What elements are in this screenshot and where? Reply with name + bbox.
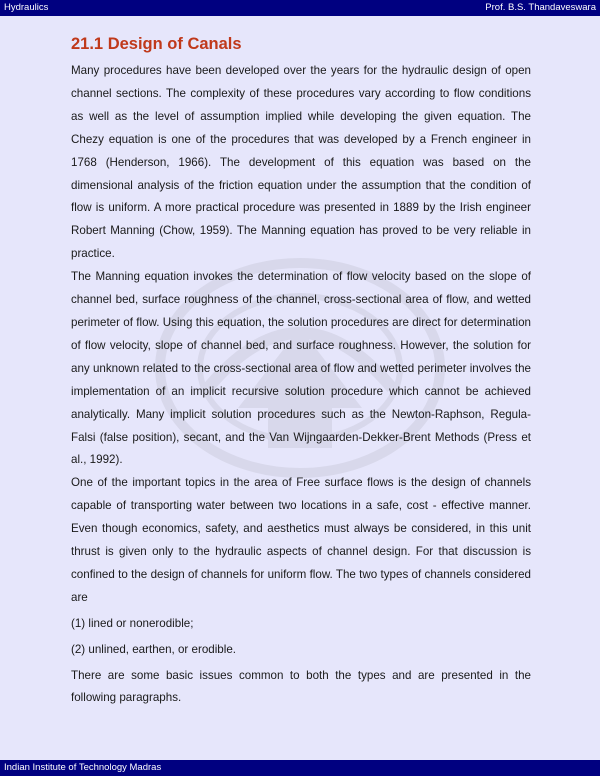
- header-bar: [0, 0, 600, 16]
- page-content: [71, 32, 531, 710]
- footer-institute: Indian Institute of Technology Madras: [4, 762, 162, 773]
- list-item-unlined: (2) unlined, earthen, or erodible.: [71, 642, 236, 656]
- list-item-lined: (1) lined or nonerodible;: [71, 616, 194, 630]
- footer-bar: [0, 760, 600, 776]
- paragraph-intro: Many procedures have been developed over the years for the hydraulic design of open channel sections. The complexity of these procedures vary according to flow conditions as well as the level of assumption implied while developing the given equation. The Chezy equation is one of the procedures that was developed by a French engineer in 1768 (Henderson, 1966). The development of this equation was based on the dimensional analysis of the friction equation under the assumption that the condition of flow is uniform. A more practical procedure was presented in 1889 by the Irish engineer Robert Manning (Chow, 1959). The Manning equation has proved to be very reliable in practice.: [71, 64, 531, 261]
- header-author: Prof. B.S. Thandaveswara: [485, 2, 596, 13]
- header-course-title: Hydraulics: [4, 2, 49, 13]
- paragraph-closing: There are some basic issues common to both the types and are presented in the following paragraphs.: [71, 668, 531, 705]
- paragraph-design-topics: One of the important topics in the area of Free surface flows is the design of channels capable of transporting water between two locations in a safe, cost - effective manner. Even though economics, safety, and aesthetics must always be considered, in this unit thrust is given only to the hydraulic aspects of channel design. For that discussion is confined to the design of channels for uniform flow. The two types of channels considered are: [71, 476, 531, 604]
- section-heading: 21.1 Design of Canals: [71, 35, 242, 53]
- paragraph-manning: The Manning equation invokes the determination of flow velocity based on the slope of channel bed, surface roughness of the channel, cross-sectional area of flow, and wetted perimeter of flow. Using this equation, the solution procedures are direct for determination of flow velocity, slope of channel bed, and surface roughness. However, the solution for any unknown related to the cross-sectional area of flow and wetted perimeter involves the implementation of an implicit recursive solution procedure which cannot be achieved analytically. Many implicit solution procedures such as the Newton-Raphson, Regula-Falsi (false position), secant, and the Van Wijngaarden-Dekker-Brent Methods (Press et al., 1992).: [71, 270, 531, 467]
